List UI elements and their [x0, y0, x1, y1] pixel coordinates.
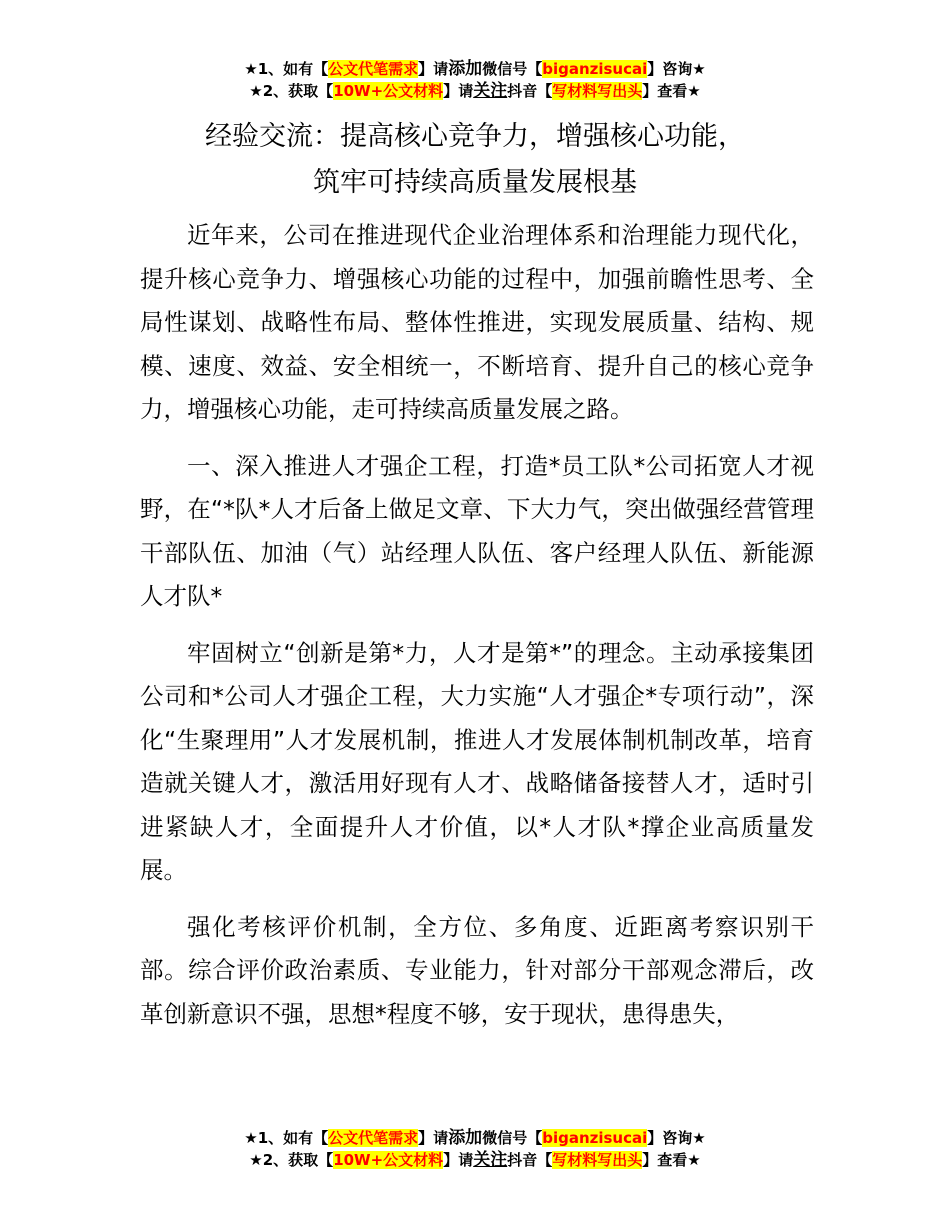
banner-emphasis: 关注	[473, 1150, 508, 1170]
paragraph: 强化考核评价机制，全方位、多角度、近距离考察识别干部。综合评价政治素质、专业能力，针对部分干部观念滞后，改革创新意识不强，思想*程度不够，安于现状，患得患失，	[140, 912, 814, 1028]
banner-emphasis: 添加	[448, 59, 483, 79]
banner-text: ★1、如有【	[244, 60, 329, 78]
banner-highlight: biganzisucai	[542, 60, 648, 78]
banner-highlight: 写材料写出头	[552, 1151, 643, 1169]
banner-text: ★1、如有【	[244, 1129, 329, 1147]
banner-text: 】咨询★	[647, 60, 706, 78]
banner-highlight: 10W+公文材料	[333, 1151, 444, 1169]
banner-highlight: biganzisucai	[542, 1129, 648, 1147]
banner-emphasis: 关注	[473, 81, 508, 101]
banner-text: 】请	[418, 1129, 449, 1147]
banner-text: 】咨询★	[647, 1129, 706, 1147]
banner-highlight: 10W+公文材料	[333, 82, 444, 100]
banner-text: 微信号【	[482, 1129, 543, 1147]
document-title	[0, 114, 950, 206]
banner-text: 】查看★	[642, 1151, 701, 1169]
banner-text: 抖音【	[507, 1151, 553, 1169]
title-line-2: 筑牢可持续高质量发展根基	[313, 167, 637, 198]
paragraph: 近年来，公司在推进现代企业治理体系和治理能力现代化，提升核心竞争力、增强核心功能的过程中，加强前瞻性思考、全局性谋划、战略性布局、整体性推进，实现发展质量、结构、规模、速度、效益、安全相统一，不断培育、提升自己的核心竞争力，增强核心功能，走可持续高质量发展之路。	[140, 221, 814, 423]
banner-highlight: 公文代笔需求	[328, 60, 419, 78]
banner-highlight: 写材料写出头	[552, 82, 643, 100]
banner-emphasis: 添加	[448, 1128, 483, 1148]
banner-text: ★2、获取【	[249, 1151, 334, 1169]
header-banner	[0, 58, 950, 102]
banner-line-2	[0, 1149, 950, 1171]
paragraph: 牢固树立“创新是第*力，人才是第*”的理念。主动承接集团公司和*公司人才强企工程，大力实施“人才强企*专项行动”，深化“生聚理用”人才发展机制，推进人才发展体制机制改革，培育造就关键人才，激活用好现有人才、战略储备接替人才，适时引进紧缺人才，全面提升人才价值，以*人才队*撑企业高质量发展。	[140, 638, 814, 884]
banner-line-1	[0, 58, 950, 80]
banner-text: 抖音【	[507, 82, 553, 100]
banner-line-2	[0, 80, 950, 102]
banner-text: 】请	[418, 60, 449, 78]
footer-banner	[0, 1127, 950, 1171]
paragraph: 一、深入推进人才强企工程，打造*员工队*公司拓宽人才视野，在“*队*人才后备上做足文章、下大力气，突出做强经营管理干部队伍、加油（气）站经理人队伍、客户经理人队伍、新能源人才队*	[140, 451, 814, 610]
banner-text: 】查看★	[642, 82, 701, 100]
banner-text: ★2、获取【	[249, 82, 334, 100]
banner-text: 微信号【	[482, 60, 543, 78]
title-line-1: 经验交流：提高核心竞争力，增强核心功能，	[205, 121, 745, 152]
banner-highlight: 公文代笔需求	[328, 1129, 419, 1147]
banner-text: 】请	[443, 1151, 474, 1169]
document-body	[140, 214, 814, 1049]
banner-line-1	[0, 1127, 950, 1149]
banner-text: 】请	[443, 82, 474, 100]
